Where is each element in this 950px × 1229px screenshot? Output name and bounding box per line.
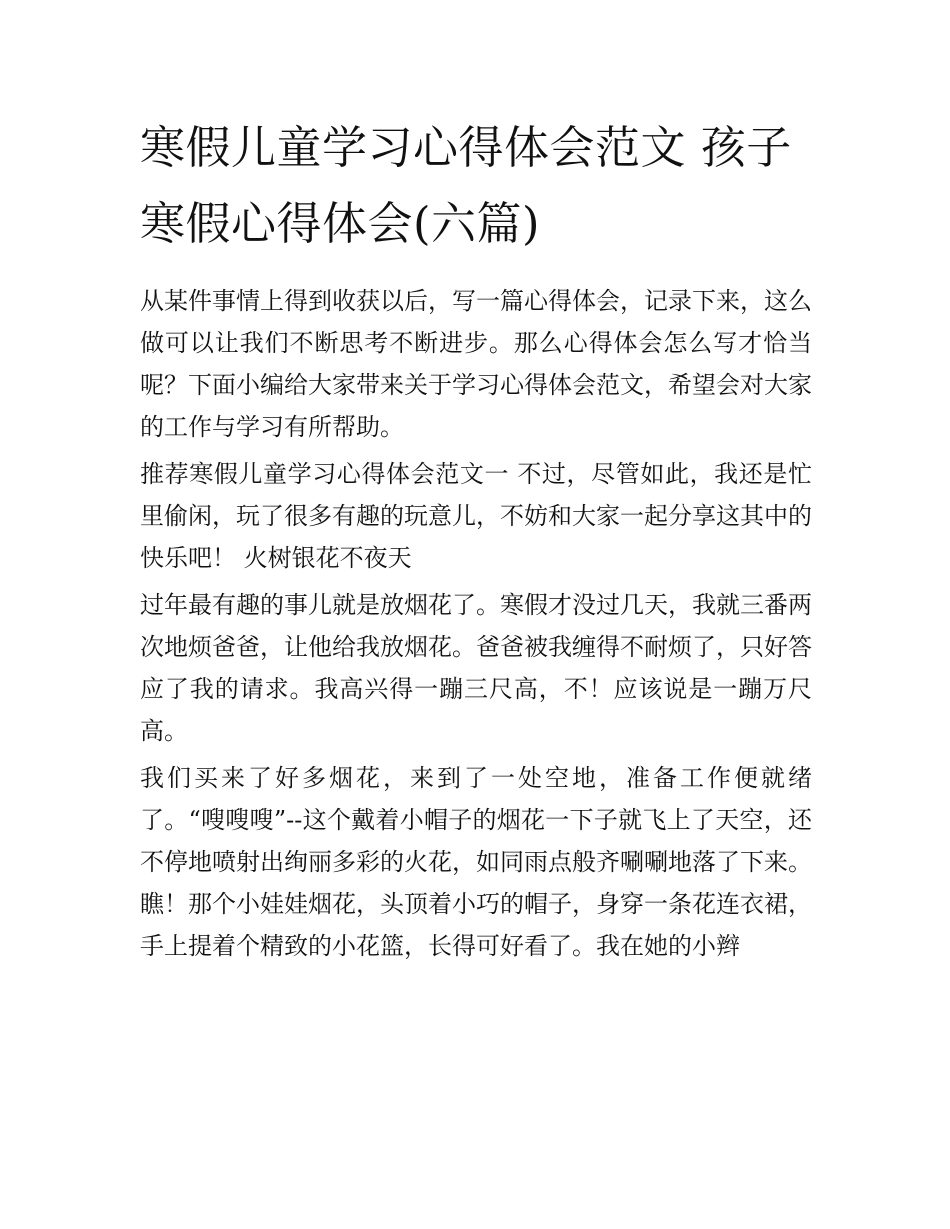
paragraph-fireworks-detail: 我们买来了好多烟花，来到了一处空地，准备工作便就绪了。“嗖嗖嗖”--这个戴着小帽子的烟花一下子就飞上了天空，还不停地喷射出绚丽多彩的火花，如同雨点般齐唰唰地落了下来。瞧！那个小娃娃烟花，头顶着小巧的帽子，身穿一条花连衣裙，手上提着个精致的小花篮，长得可好看了。我在她的小辫 [140,764,812,960]
paragraph-essay-one-opening: 推荐寒假儿童学习心得体会范文一 不过，尽管如此，我还是忙里偷闲，玩了很多有趣的玩意儿，不妨和大家一起分享这其中的快乐吧！ 火树银花不夜天 [140,460,812,572]
paragraph-fireworks: 过年最有趣的事儿就是放烟花了。寒假才没过几天，我就三番两次地烦爸爸，让他给我放烟花。爸爸被我缠得不耐烦了，只好答应了我的请求。我高兴得一蹦三尺高，不！应该说是一蹦万尺高。 [140,591,812,745]
paragraph-intro: 从某件事情上得到收获以后，写一篇心得体会，记录下来，这么做可以让我们不断思考不断进步。那么心得体会怎么写才恰当呢？下面小编给大家带来关于学习心得体会范文，希望会对大家的工作与学习有所帮助。 [140,287,812,441]
document-body [140,110,812,967]
document-title: 寒假儿童学习心得体会范文 孩子寒假心得体会(六篇) [140,121,792,250]
